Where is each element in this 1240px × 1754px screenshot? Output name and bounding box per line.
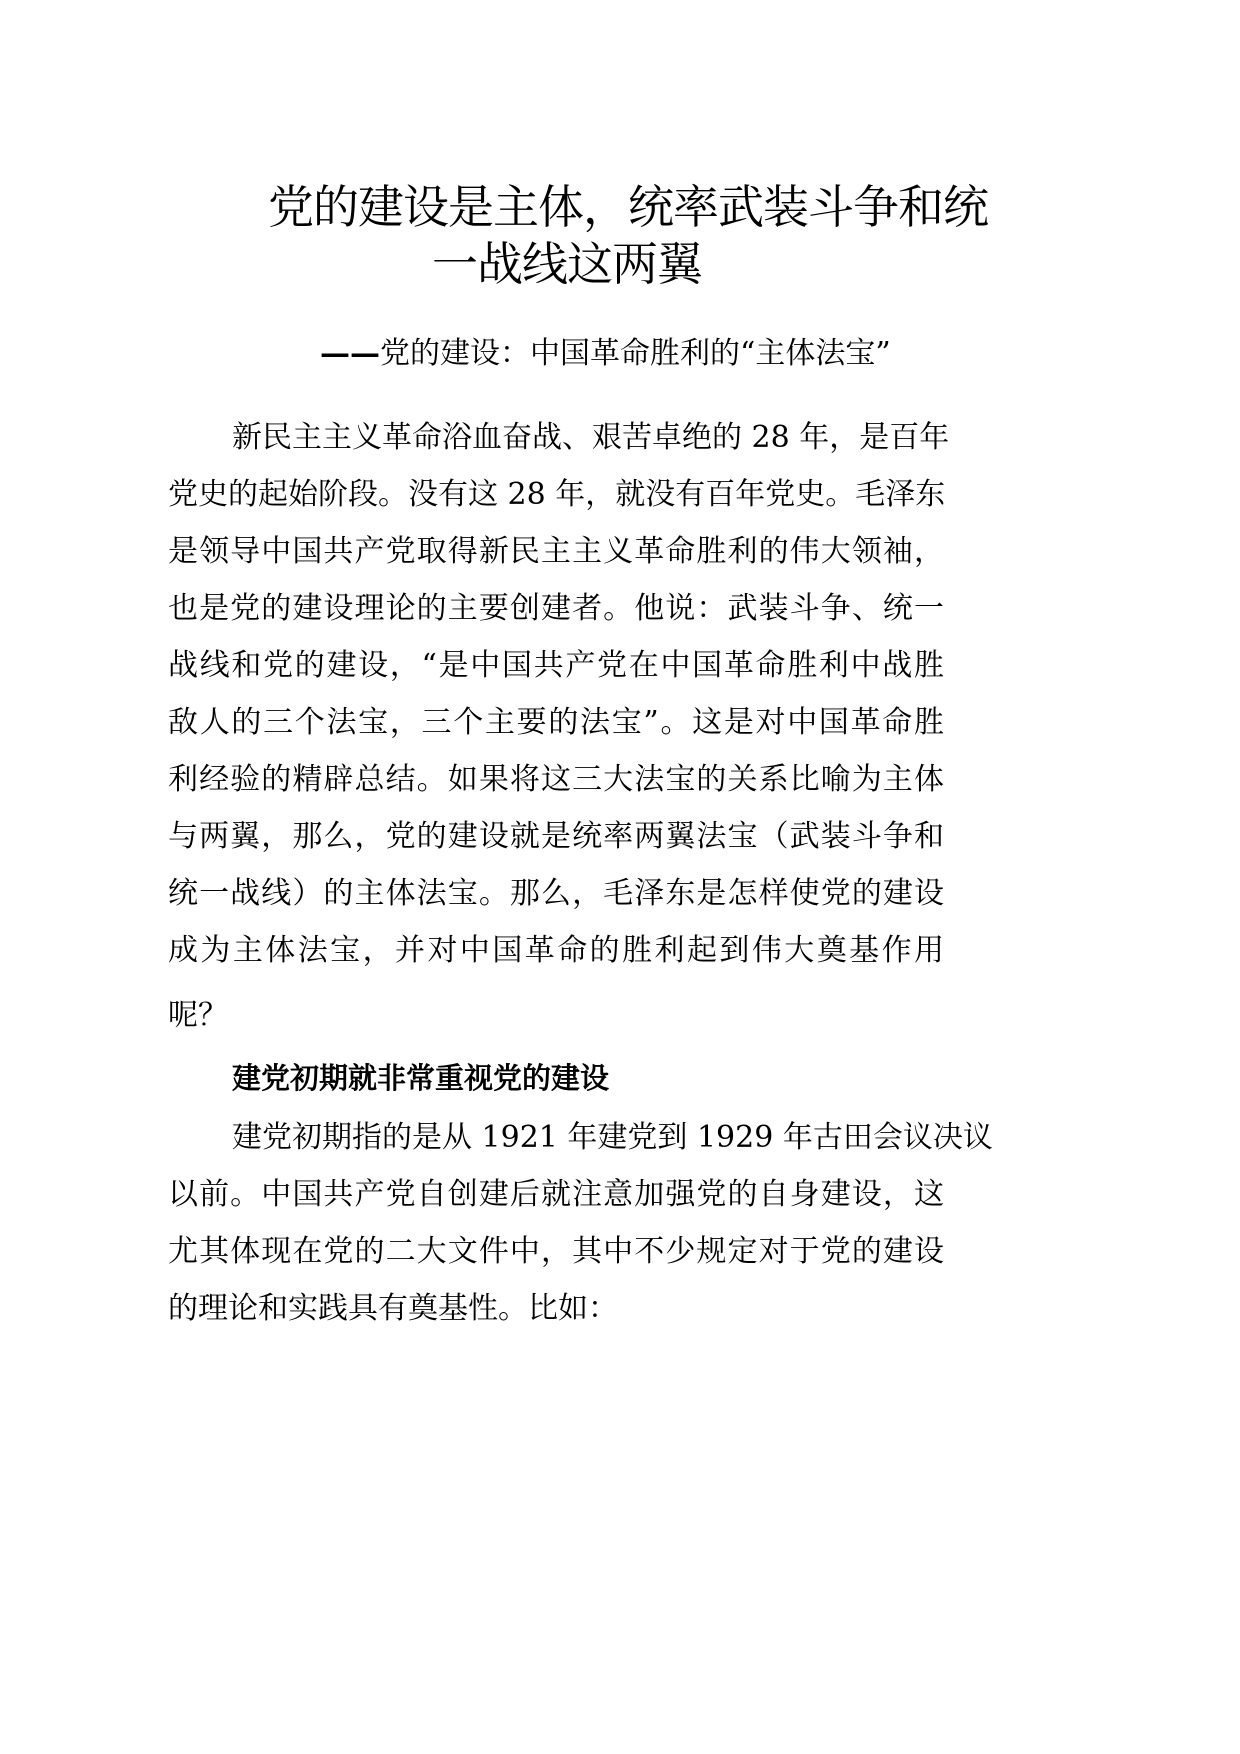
paragraph-line: 党史的起始阶段。没有这 28 年，就没有百年党史。毛泽东 <box>168 477 946 512</box>
subtitle-text: 党的建设：中国革命胜利的“主体法宝” <box>380 336 891 371</box>
title-line-1: 党的建设是主体，统率武装斗争和统 <box>268 180 988 234</box>
paragraph-line: 统一战线）的主体法宝。那么，毛泽东是怎样使党的建设 <box>168 876 944 911</box>
subtitle-dash: —— <box>320 336 380 371</box>
paragraph-line: 尤其体现在党的二大文件中，其中不少规定对于党的建设 <box>168 1234 944 1269</box>
section-heading: 建党初期就非常重视党的建设 <box>232 1061 610 1095</box>
paragraph-line: 以前。中国共产党自创建后就注意加强党的自身建设，这 <box>168 1177 944 1212</box>
paragraph-line: 呢？ <box>168 998 228 1033</box>
paragraph-line: 战线和党的建设，“是中国共产党在中国革命胜利中战胜 <box>168 648 944 683</box>
title-line-2: 一战线这两翼 <box>432 237 702 291</box>
paragraph-line: 也是党的建设理论的主要创建者。他说：武装斗争、统一 <box>168 591 944 626</box>
paragraph-line: 新民主主义革命浴血奋战、艰苦卓绝的 28 年，是百年 <box>232 420 950 455</box>
paragraph-line: 利经验的精辟总结。如果将这三大法宝的关系比喻为主体 <box>168 762 944 797</box>
paragraph-line: 的理论和实践具有奠基性。比如： <box>168 1291 618 1326</box>
paragraph-line: 敌人的三个法宝，三个主要的法宝”。这是对中国革命胜 <box>168 705 944 740</box>
paragraph-line: 成为主体法宝，并对中国革命的胜利起到伟大奠基作用 <box>168 933 944 968</box>
paragraph-line: 建党初期指的是从 1921 年建党到 1929 年古田会议决议 <box>232 1120 993 1155</box>
subtitle <box>320 334 891 374</box>
paragraph-line: 是领导中国共产党取得新民主主义革命胜利的伟大领袖， <box>168 534 944 569</box>
paragraph-line: 与两翼，那么，党的建设就是统率两翼法宝（武装斗争和 <box>168 819 944 854</box>
